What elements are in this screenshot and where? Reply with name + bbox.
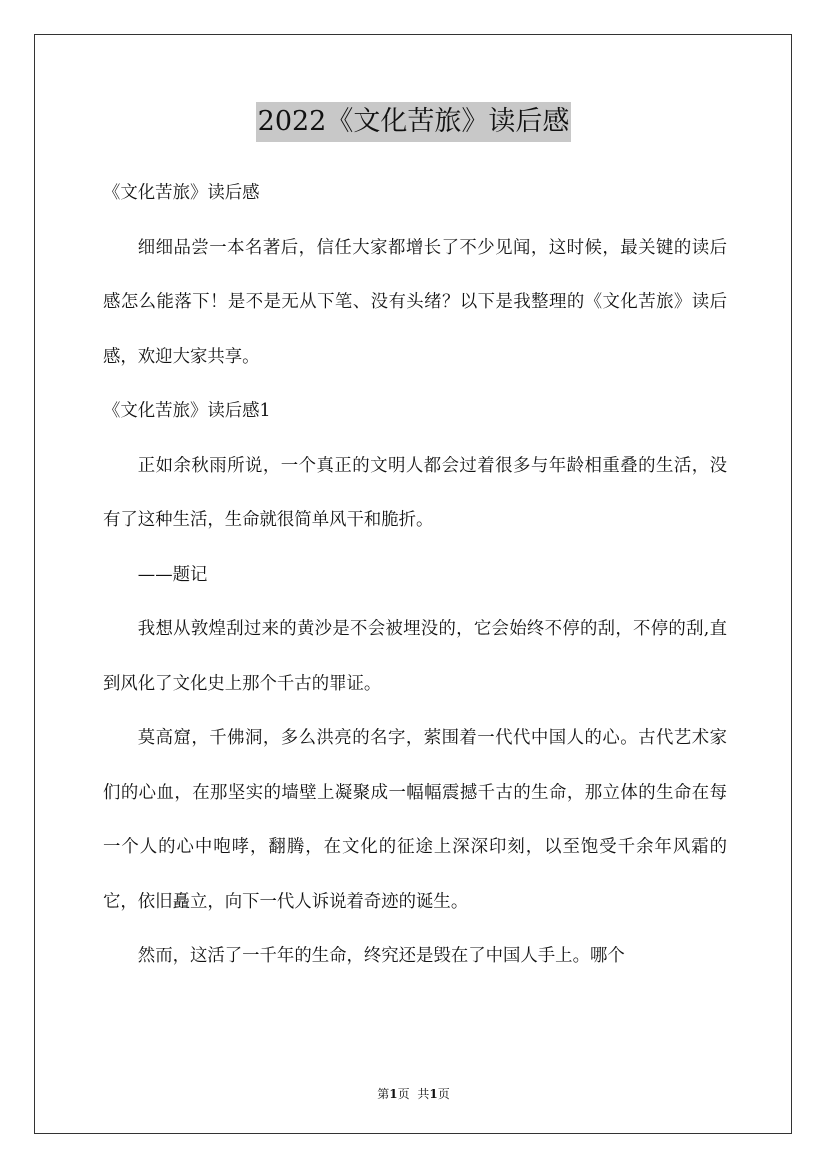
total-suffix: 页 <box>437 1087 450 1101</box>
page-prefix: 第 <box>377 1087 390 1101</box>
total-pages: 1 <box>429 1087 438 1101</box>
page-number: 1 <box>389 1087 398 1101</box>
page-footer <box>0 1085 827 1102</box>
page-suffix: 页 <box>397 1087 410 1101</box>
paragraph: 正如余秋雨所说，一个真正的文明人都会过着很多与年龄相重叠的生活，没有了这种生活，生命就很简单风干和脆折。 <box>103 455 727 530</box>
paragraph: ——题记 <box>137 564 208 585</box>
paragraph: 然而，这活了一千年的生命，终究还是毁在了中国人手上。哪个 <box>137 946 625 966</box>
paragraph: 细细品尝一本名著后，信任大家都增长了不少见闻，这时候，最关键的读后感怎么能落下！是不是无从下笔、没有头绪？以下是我整理的《文化苦旅》读后感，欢迎大家共享。 <box>103 237 727 367</box>
paragraph: 《文化苦旅》读后感 <box>103 183 260 203</box>
document-body <box>103 166 727 984</box>
paragraph: 莫高窟，千佛洞，多么洪亮的名字，萦围着一代代中国人的心。古代艺术家们的心血，在那坚实的墙壁上凝聚成一幅幅震撼千古的生命，那立体的生命在每一个人的心中咆哮，翻腾，在文化的征途上深深印刻，以至饱受千余年风霜的它，依旧矗立，向下一代人诉说着奇迹的诞生。 <box>103 728 727 912</box>
total-prefix: 共 <box>417 1087 430 1101</box>
title-container <box>0 102 827 142</box>
paragraph: 《文化苦旅》读后感1 <box>103 401 271 421</box>
paragraph: 我想从敦煌刮过来的黄沙是不会被埋没的，它会始终不停的刮，不停的刮,直到风化了文化史上那个千古的罪证。 <box>103 619 727 694</box>
document-title: 2022《文化苦旅》读后感 <box>256 102 572 142</box>
